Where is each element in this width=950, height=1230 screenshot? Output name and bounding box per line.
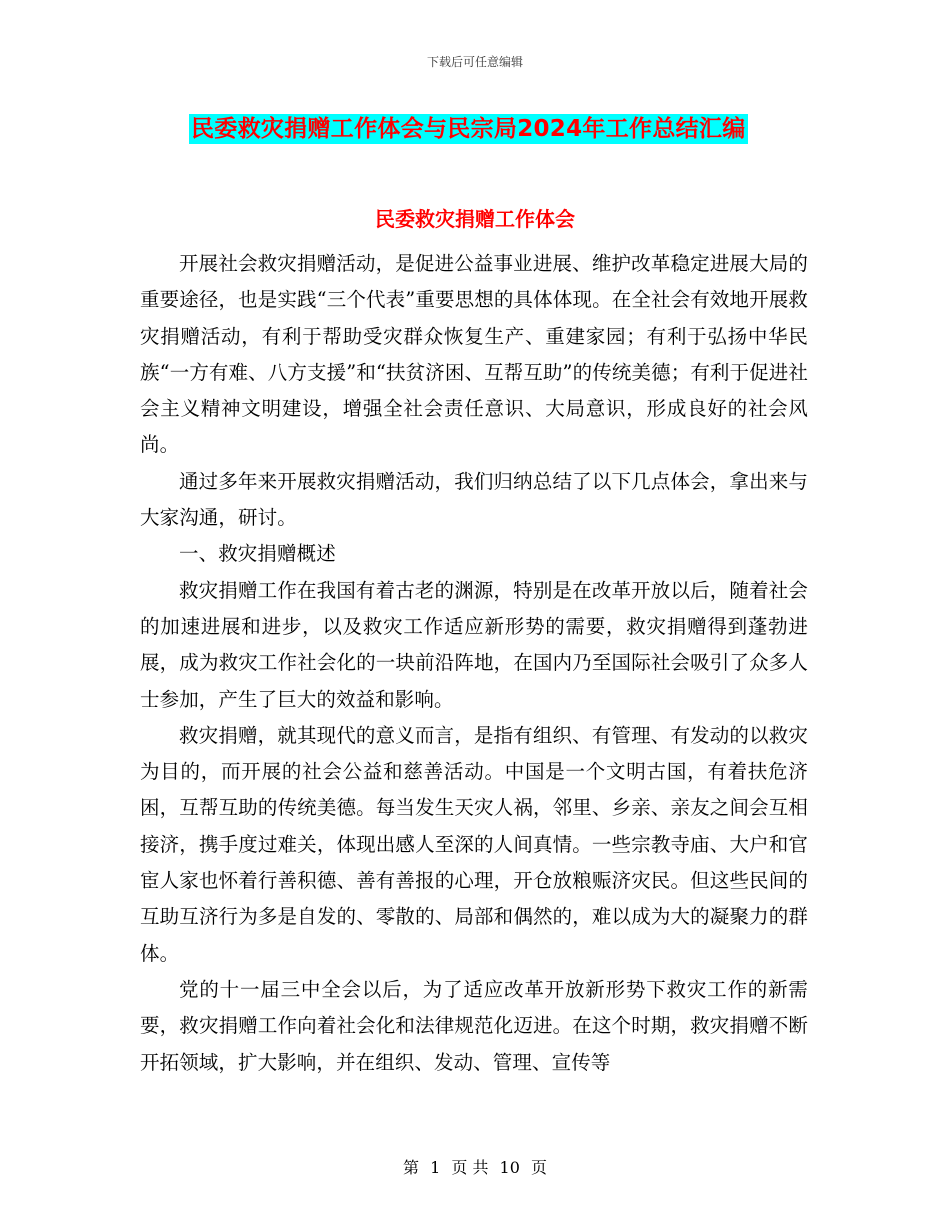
main-title: 民委救灾捐赠工作体会与民宗局2024年工作总结汇编 bbox=[191, 116, 746, 142]
footer-suffix: 页 bbox=[531, 1158, 548, 1177]
paragraph: 党的十一届三中全会以后，为了适应改革开放新形势下救灾工作的新需要，救灾捐赠工作向着社会化和法律规范化迈进。在这个时期，救灾捐赠不断开拓领域，扩大影响，并在组织、发动、管理、宣传等 bbox=[140, 977, 808, 1074]
section-title: 民委救灾捐赠工作体会 bbox=[375, 207, 575, 231]
footer-prefix: 第 bbox=[402, 1158, 419, 1177]
footer-middle: 页 共 bbox=[451, 1158, 489, 1177]
page-footer bbox=[0, 1155, 950, 1178]
header-note: 下载后可任意编辑 bbox=[426, 55, 523, 69]
main-title-highlight bbox=[189, 114, 748, 144]
paragraph: 开展社会救灾捐赠活动，是促进公益事业进展、维护改革稳定进展大局的重要途径，也是实践“三个代表”重要思想的具体体现。在全社会有效地开展救灾捐赠活动，有利于帮助受灾群众恢复生产、重建家园；有利于弘扬中华民族“一方有难、八方支援”和“扶贫济困、互帮互助”的传统美德；有利于促进社会主义精神文明建设，增强全社会责任意识、大局意识，形成良好的社会风尚。 bbox=[140, 252, 808, 457]
paragraph: 救灾捐赠工作在我国有着古老的渊源，特别是在改革开放以后，随着社会的加速进展和进步，以及救灾工作适应新形势的需要，救灾捐赠得到蓬勃进展，成为救灾工作社会化的一块前沿阵地，在国内乃至国际社会吸引了众多人士参加，产生了巨大的效益和影响。 bbox=[140, 578, 808, 711]
paragraph: 救灾捐赠，就其现代的意义而言，是指有组织、有管理、有发动的以救灾为目的，而开展的社会公益和慈善活动。中国是一个文明古国，有着扶危济困，互帮互助的传统美德。每当发生天灾人祸，邻里、乡亲、亲友之间会互相接济，携手度过难关，体现出感人至深的人间真情。一些宗教寺庙、大户和官宦人家也怀着行善积德、善有善报的心理，开仓放粮赈济灾民。但这些民间的互助互济行为多是自发的、零散的、局部和偶然的，难以成为大的凝聚力的群体。 bbox=[140, 723, 808, 965]
body-text bbox=[140, 246, 808, 1081]
total-pages: 10 bbox=[499, 1158, 520, 1177]
section-heading: 一、救灾捐赠概述 bbox=[179, 542, 336, 566]
paragraph: 通过多年来开展救灾捐赠活动，我们归纳总结了以下几点体会，拿出来与大家沟通，研讨。 bbox=[140, 469, 808, 530]
page-number: 1 bbox=[430, 1158, 441, 1177]
